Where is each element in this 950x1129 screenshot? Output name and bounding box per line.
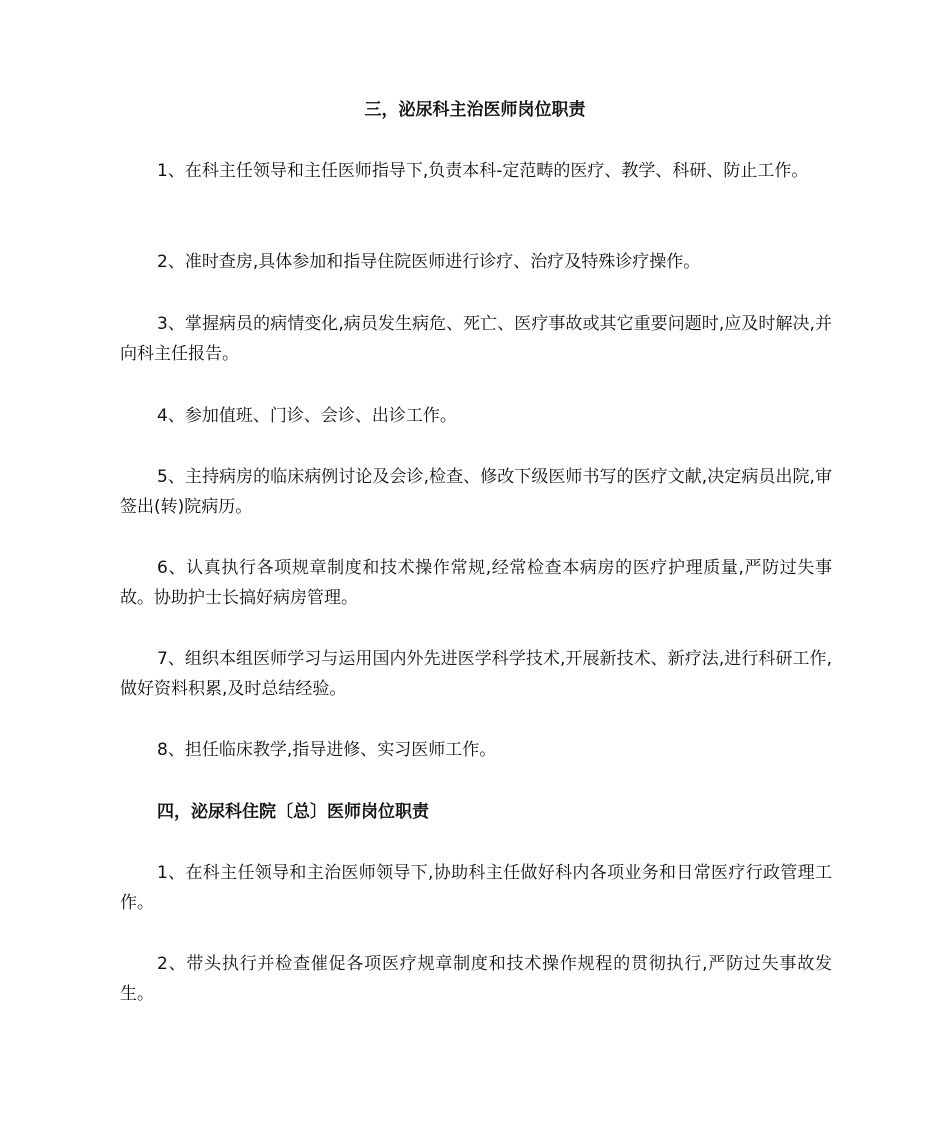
section-3-item-6: 6、认真执行各项规章制度和技术操作常规,经常检查本病房的医疗护理质量,严防过失事故。协助护士长搞好病房管理。 [120,558,832,608]
section-3-item-8: 8、担任临床教学,指导进修、实习医师工作。 [157,740,497,760]
section-3-item-4: 4、参加值班、门诊、会诊、出诊工作。 [157,406,457,426]
section-3-item-1: 1、在科主任领导和主任医师指导下,负责本科-定范畴的医疗、教学、科研、防止工作。 [157,161,809,181]
section-4-item-1: 1、在科主任领导和主治医师领导下,协助科主任做好科内各项业务和日常医疗行政管理工作。 [120,863,832,913]
section-4-title: 四，泌尿科住院〔总〕医师岗位职责 [157,802,429,822]
section-3-item-2: 2、准时查房,具体参加和指导住院医师进行诊疗、治疗及特殊诊疗操作。 [157,252,701,272]
section-3-item-5: 5、主持病房的临床病例讨论及会诊,检查、修改下级医师书写的医疗文献,决定病员出院,审签出(转)院病历。 [120,467,832,517]
section-3-item-7: 7、组织本组医师学习与运用国内外先进医学科学技术,开展新技术、新疗法,进行科研工作,做好资料积累,及时总结经验。 [120,649,832,699]
section-3-title: 三，泌尿科主治医师岗位职责 [364,100,586,120]
section-4-item-2: 2、带头执行并检查催促各项医疗规章制度和技术操作规程的贯彻执行,严防过失事故发生。 [120,954,832,1004]
section-3-item-3: 3、掌握病员的病情变化,病员发生病危、死亡、医疗事故或其它重要问题时,应及时解决,并向科主任报告。 [120,314,832,364]
